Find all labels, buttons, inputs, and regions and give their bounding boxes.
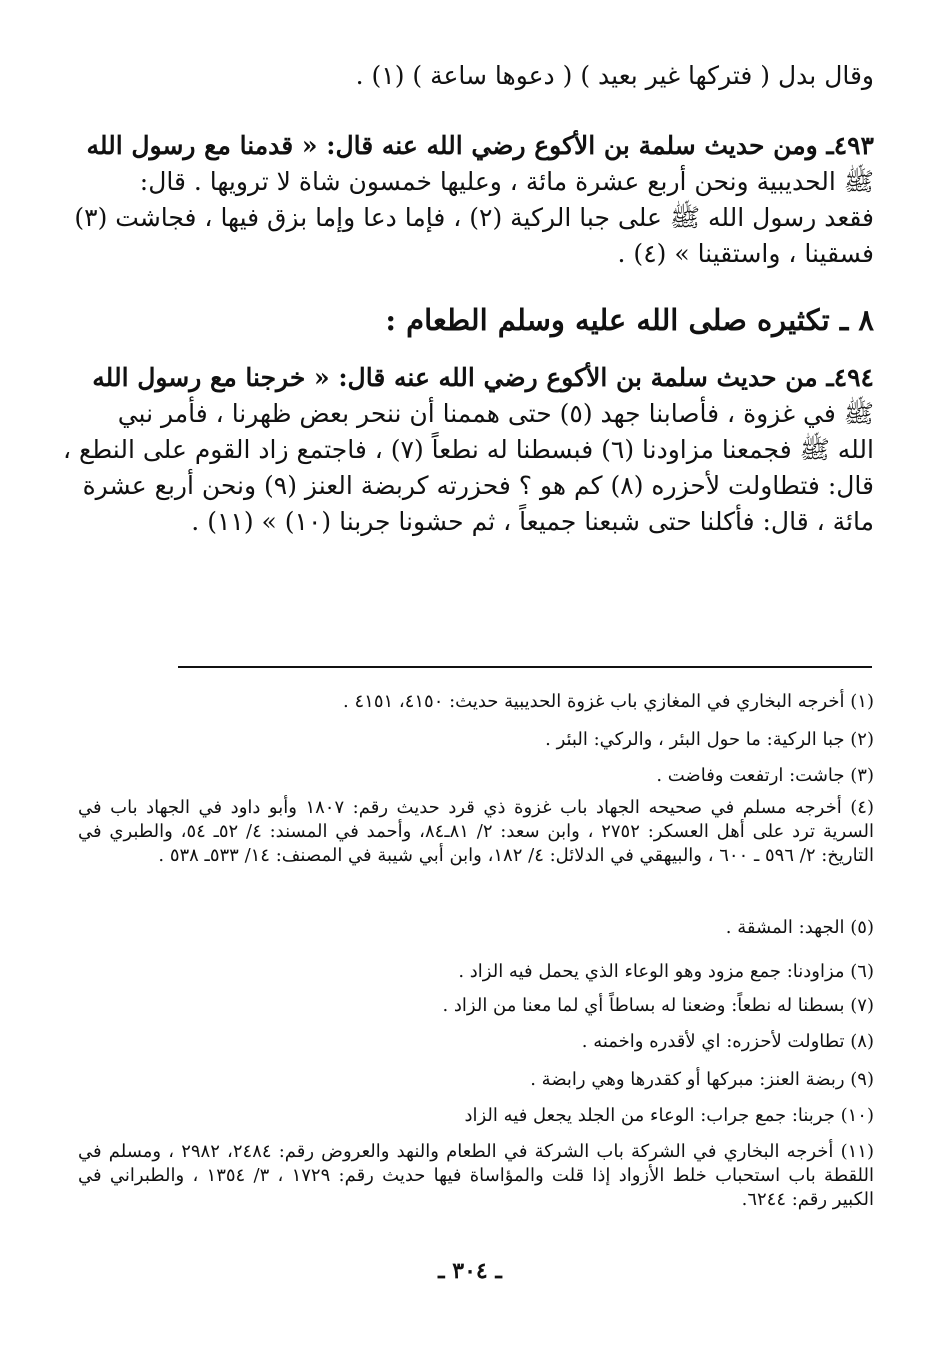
- footnote-1: (١) أخرجه البخاري في المغازي باب غزوة الحديبية حديث: ٤١٥٠، ٤١٥١ .: [343, 691, 874, 712]
- hadith-493-line-2: ﷺ الحديبية ونحن أربع عشرة مائة ، وعليها خمسون شاة لا ترويها . قال:: [139, 167, 874, 196]
- footnote-2: (٢) جبا الركية: ما حول البئر ، والركي: البئر .: [545, 729, 874, 750]
- hadith-494-line-3: الله ﷺ فجمعنا مزاودنا (٦) فبسطنا له نطعاً (٧) ، فاجتمع زاد القوم على النطع ،: [62, 435, 874, 464]
- footnote-4: (٤) أخرجه مسلم في صحيحه الجهاد باب غزوة ذي قرد حديث رقم: ١٨٠٧ وأبو داود في الجهاد باب في السرية ترد على أهل العسكر: ٢٧٥٢ ، وابن سعد: ٢/ ٨١ـ٨٤، وأحمد في المسند: ٤/ ٥٢ـ ٥٤، والطبري في التاريخ: ٢/ ٥٩٦ ـ ٦٠٠ ، والبيهقي في الدلائل: ٤/ ١٨٢، وابن أبي شيبة في المصنف: ١٤/ ٥٣٣ـ ٥٣٨ .: [78, 797, 874, 866]
- footnote-8: (٨) تطاولت لأحزره: اي لأقدره واخمنه .: [581, 1031, 874, 1052]
- section-heading: ٨ ـ تكثيره صلى الله عليه وسلم الطعام :: [385, 303, 874, 337]
- footnote-5: (٥) الجهد: المشقة .: [725, 917, 874, 938]
- hadith-494-line-2: ﷺ في غزوة ، فأصابنا جهد (٥) حتى هممنا أن ننحر بعض ظهرنا ، فأمر نبي: [117, 399, 874, 428]
- hadith-493-line-3: فقعد رسول الله ﷺ على جبا الركية (٢) ، فإما دعا وإما بزق فيها ، فجاشت (٣): [74, 203, 874, 232]
- page-number: ـ ٣٠٤ ـ: [438, 1258, 502, 1284]
- hadith-493-line-4: فسقينا ، واستقينا » (٤) .: [617, 239, 874, 268]
- hadith-493-line-1: ٤٩٣ـ ومن حديث سلمة بن الأكوع رضي الله عنه قال: « قدمنا مع رسول الله: [86, 131, 874, 160]
- hadith-494-line-5: مائة ، قال: فأكلنا حتى شبعنا جميعاً ، ثم حشونا جربنا (١٠) » (١١) .: [191, 507, 874, 536]
- footnote-6: (٦) مزاودنا: جمع مزود وهو الوعاء الذي يحمل فيه الزاد .: [458, 961, 874, 982]
- footnote-9: (٩) ربضة العنز: مبركها أو كقدرها وهي رابضة .: [530, 1069, 874, 1090]
- footnote-7: (٧) بسطنا له نطعاً: وضعنا له بساطاً أي لما معنا من الزاد .: [442, 995, 874, 1016]
- footnote-11: (١١) أخرجه البخاري في الشركة باب الشركة في الطعام والنهد والعروض رقم: ٢٤٨٤، ٢٩٨٢ ، ومسلم في اللقطة باب استحباب خلط الأزواد إذا قلت والمؤاساة فيها حديث رقم: ١٧٢٩ ، ٣/ ١٣٥٤ ، والطبراني في الكبير رقم: ٦٢٤٤.: [78, 1141, 875, 1210]
- continuation-line: وقال بدل ( فتركها غير بعيد ) ( دعوها ساعة ) (١) .: [355, 61, 874, 90]
- footnote-divider: [178, 666, 872, 668]
- hadith-494-line-1: ٤٩٤ـ من حديث سلمة بن الأكوع رضي الله عنه قال: « خرجنا مع رسول الله: [92, 363, 874, 392]
- hadith-494-line-4: قال: فتطاولت لأحزره (٨) كم هو ؟ فحزرته كربضة العنز (٩) ونحن أربع عشرة: [82, 471, 874, 500]
- footnote-10: (١٠) جربنا: جمع جراب: الوعاء من الجلد يجعل فيه الزاد: [464, 1105, 874, 1126]
- footnote-3: (٣) جاشت: ارتفعت وفاضت .: [656, 765, 874, 786]
